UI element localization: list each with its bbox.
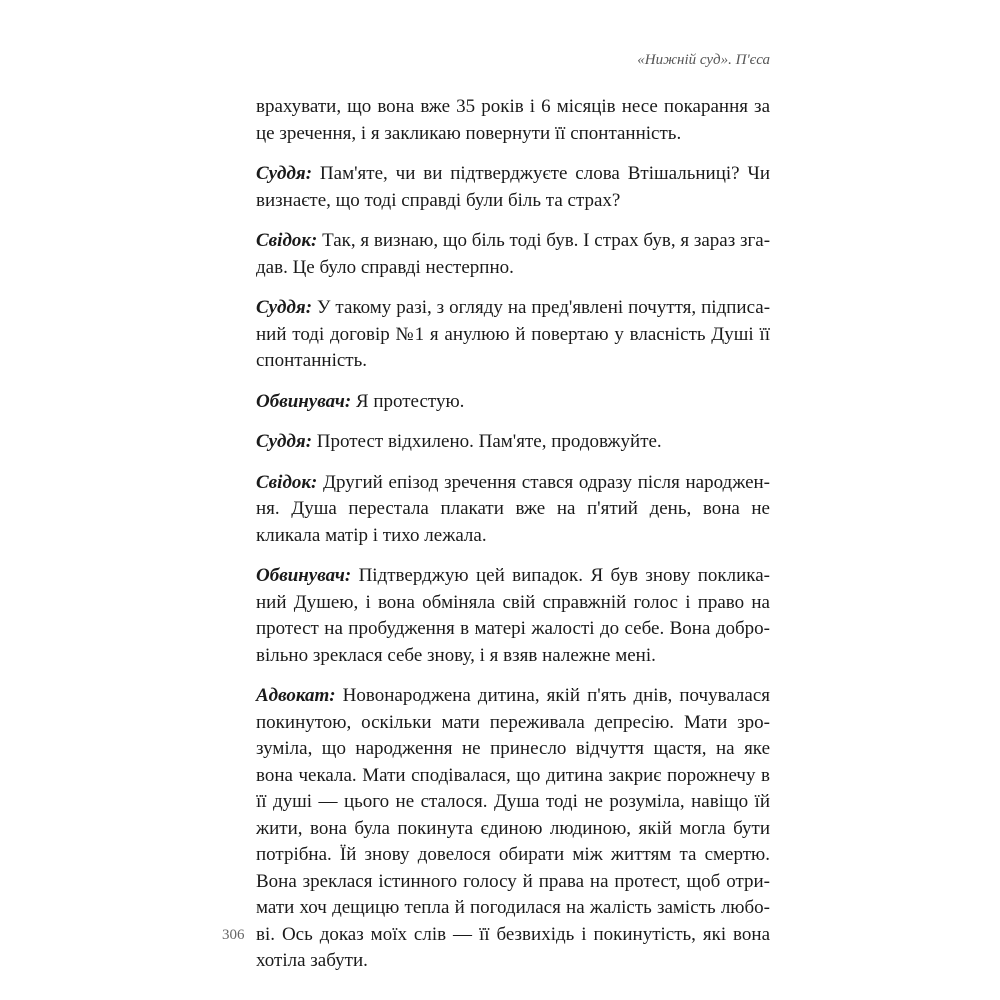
speaker-name: Свідок: xyxy=(256,230,318,251)
paragraph-text: врахувати, що вона вже 35 років і 6 місяців несе покарання за це зречення, і я закликаю повернути її спонтанність. xyxy=(256,96,770,144)
paragraph-text: Підтверджую цей випадок. Я був знову покликаний Душею, і вона обміняла свій справжній голос і право на протест на пробудження в матері жалості до себе. Вона добровільно зреклася себе знову, і я взяв належне мені. xyxy=(256,565,770,666)
paragraph xyxy=(256,470,770,550)
paragraph xyxy=(256,563,770,669)
paragraph-text: Так, я визнаю, що біль тоді був. І страх був, я зараз згадав. Це було справді нестерпно. xyxy=(256,230,771,278)
speaker-name: Свідок: xyxy=(256,471,318,493)
paragraph xyxy=(256,389,770,416)
paragraph-text: Другий епізод зречення стався одразу після народження. Душа перестала плакати вже на п'ятий день, вона не кликала матір і тихо лежала. xyxy=(256,471,770,546)
speaker-name: Обвинувач: xyxy=(256,390,352,412)
paragraph xyxy=(256,429,770,456)
speaker-name: Адвокат: xyxy=(256,685,336,706)
paragraph-text: Новонароджена дитина, якій п'ять днів, почувалася покинутою, оскільки мати переживала депресію. Мати зрозуміла, що народження не принесло відчуття щастя, на яке вона чекала. Мати сподівалася, що дитина закриє порожнечу в її душі — цього не сталося. Душа тоді не розуміла, навіщо їй жити, вона була покинута єдиною людиною, якій могла бути потрібна. Їй знову довелося обирати між життям та смертю. Вона зреклася істинного голосу й права на протест, щоб отримати хоч дещицю тепла й погодилася на жалість замість любові. Ось доказ моїх слів — її безвихідь і покинутість, які вона хотіла забути. xyxy=(256,685,771,971)
speaker-name: Обвинувач: xyxy=(256,565,352,586)
paragraph xyxy=(256,683,770,975)
paragraph-text: Я протестую. xyxy=(355,390,465,412)
speaker-name: Суддя: xyxy=(256,297,313,318)
page-number: 306 xyxy=(222,927,245,943)
paragraph xyxy=(256,295,770,375)
paragraph-text: Протест відхилено. Пам'яте, продовжуйте. xyxy=(316,431,662,452)
paragraph xyxy=(256,228,770,281)
speaker-name: Суддя: xyxy=(256,163,313,184)
paragraph xyxy=(256,94,770,147)
play-text xyxy=(256,94,770,989)
running-head: «Нижній суд». П'єса xyxy=(637,52,770,68)
paragraph-text: Пам'яте, чи ви підтверджуєте слова Втішальниці? Чи визнаєте, що тоді справді були біль та страх? xyxy=(256,163,770,211)
paragraph-text: У такому разі, з огляду на пред'явлені почуття, підписаний тоді договір №1 я анулюю й повертаю у власність Душі її спонтанність. xyxy=(256,297,771,371)
paragraph xyxy=(256,161,770,214)
speaker-name: Суддя: xyxy=(256,431,313,452)
